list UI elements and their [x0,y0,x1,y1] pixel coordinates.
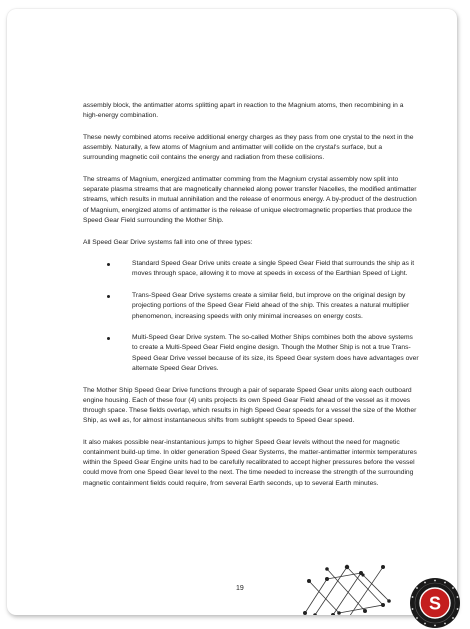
badge-letter: S [428,593,442,614]
sacred-geometry-diagram [297,561,397,615]
drive-types-list [83,259,419,374]
paragraph-5: The Mother Ship Speed Gear Drive functions through a pair of separate Speed Gear units along each outboard engine housing. Each of these four (4) units projects its own Speed Gear Field ahead of the vessel as it moves through space. These fields overlap, which results in high Speed Gear speeds for a vessel the size of the Mother Ship, as well as, for almost instantaneous shifts from sublight speeds to Speed Gear speed. [83,386,417,425]
paragraph-1: assembly block, the antimatter atoms splitting apart in reaction to the Magnium atoms, then recombining in a high-energy combination. [83,102,404,120]
body-text [83,101,419,500]
list-item: Standard Speed Gear Drive units create a single Speed Gear Field that surrounds the ship as it moves through space, allowing it to move at speeds in excess of the Earthian Speed of Light. [83,259,419,279]
page-number: 19 [236,585,244,592]
site-logo-badge [409,577,461,629]
paragraph-4: All Speed Gear Drive systems fall into one of three types: [83,238,253,246]
document-page [7,9,457,615]
list-item: Trans-Speed Gear Drive systems create a similar field, but improve on the original design by projecting portions of the Speed Gear Field ahead of the ship. This creates a natural multiplier phenomenon, increasing speeds with only minimal increases on energy costs. [83,291,419,322]
paragraph-3: The streams of Magnium, energized antimatter comming from the Magnium crystal assembly now split into separate plasma streams that are magnetically channeled along power transfer Nacelles, the modified antimatter streams, which results in mutual annihilation and the release of enormous energy. A by-product of the destruction of Magnium, energized atoms of antimatter is the release of unique electromagnetic properties that produce the Speed Gear Field surrounding the Mother Ship. [83,176,417,224]
paragraph-6: It also makes possible near-instantanious jumps to higher Speed Gear levels without the need for magnetic containment build-up time. In older generation Speed Gear Systems, the matter-antimatter intermix temperatures within the Speed Gear Engine units had to be carefully recalibrated to accept higher pressures before the vessel could move from one Speed Gear level to the next. The time needed to increase the strength of the surrounding magnetic containment fields could require, from several Earth seconds, up to several Earth minutes. [83,438,417,487]
paragraph-2: These newly combined atoms receive additional energy charges as they pass from one crystal to the next in the assembly. Naturally, a few atoms of Magnium and antimatter will collide on the crystal's surface, but a surrounding magnetic coil contains the energy and radiation from these collisions. [83,133,414,162]
list-item: Multi-Speed Gear Drive system. The so-called Mother Ships combines both the above systems to create a Multi-Speed Gear Field engine design. Though the Mother Ship is not a true Trans-Speed Gear Drive vessel because of its size, its Speed Gear system does have advantages over alternate Speed Gear Drives. [83,333,419,374]
